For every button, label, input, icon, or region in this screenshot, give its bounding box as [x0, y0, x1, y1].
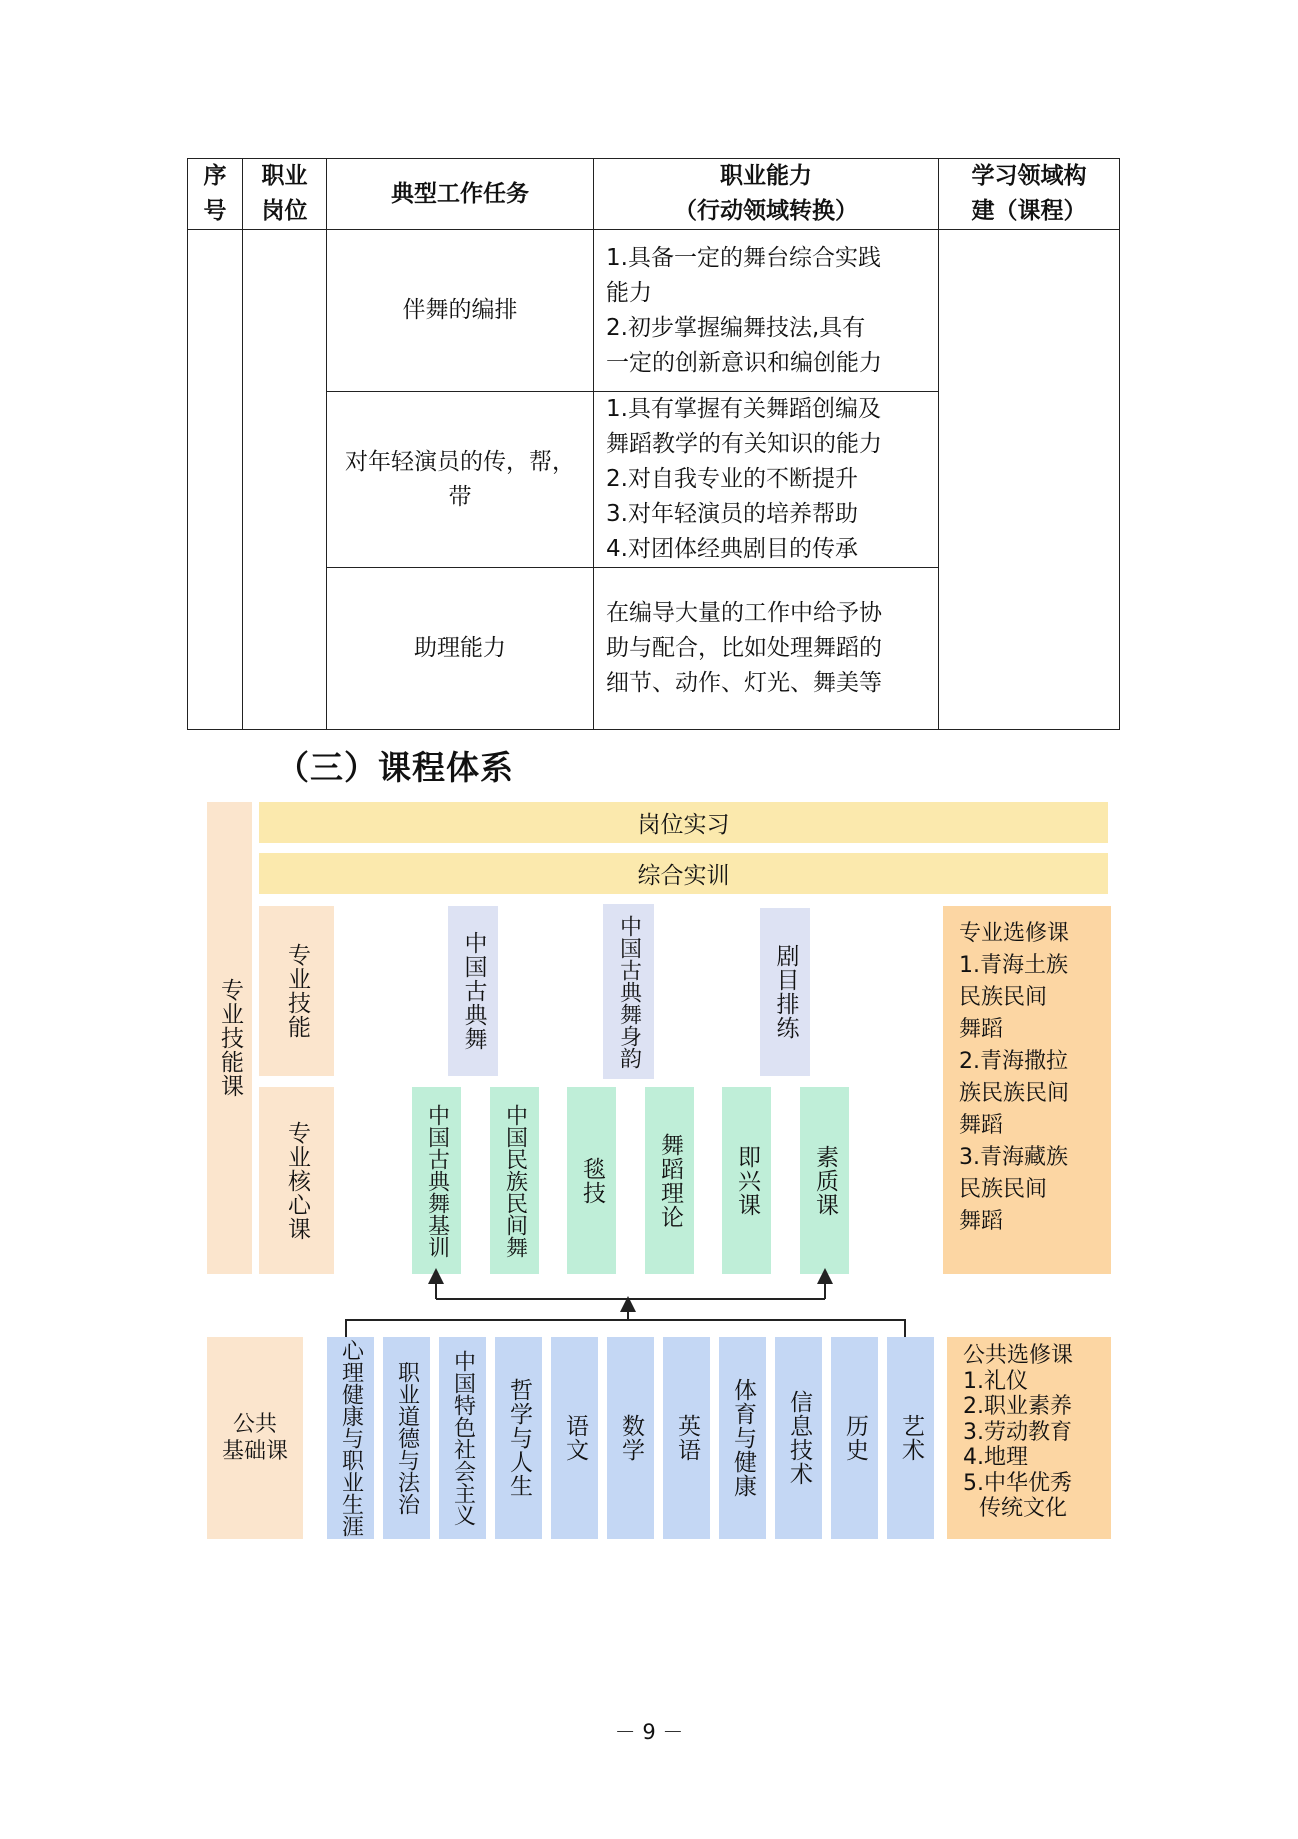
core-item: 中国民族民间舞 [490, 1087, 539, 1274]
skill-item: 剧目排练 [760, 908, 810, 1076]
public-item: 职业道德与法治 [383, 1337, 430, 1539]
public-item: 哲学与人生 [495, 1337, 542, 1539]
elective-item: 3.劳动教育 [963, 1419, 1072, 1445]
elective-item: 族民族民间 [959, 1081, 1070, 1106]
public-item: 数学 [607, 1337, 654, 1539]
ability-line: 3.对年轻演员的培养帮助 [606, 501, 858, 527]
elective-item: 民族民间 [959, 985, 1048, 1010]
elective-item: 舞蹈 [959, 1113, 1004, 1138]
elective-item: 民族民间 [959, 1177, 1048, 1202]
ability-line: 2.初步掌握编舞技法,具有 [606, 314, 866, 341]
elective-item: 1.礼仪 [963, 1368, 1028, 1394]
ability-line: 舞蹈教学的有关知识的能力 [606, 431, 882, 457]
section-title: （三）课程体系 [276, 748, 514, 787]
public-item: 心理健康与职业生涯 [327, 1337, 374, 1539]
header-domain-line2: 建（课程） [971, 198, 1087, 224]
ability-line: 1.具备一定的舞台综合实践 [606, 244, 881, 271]
elective-item: 2.青海撒拉 [959, 1049, 1068, 1074]
ability-line: 在编导大量的工作中给予协 [606, 600, 882, 626]
core-item: 毯技 [567, 1087, 616, 1274]
public-electives-box [947, 1337, 1111, 1539]
elective-item: 5.中华优秀 [963, 1470, 1072, 1496]
public-electives-title: 公共选修课 [963, 1343, 1074, 1368]
core-item: 中国古典舞基训 [412, 1087, 461, 1274]
header-task: 典型工作任务 [327, 159, 594, 230]
core-item: 素质课 [800, 1087, 849, 1274]
skill-item: 中国古典舞 [448, 906, 498, 1076]
header-domain-line1: 学习领域构 [971, 163, 1087, 189]
header-post-line1: 职业 [261, 163, 308, 189]
ability-line: 4.对团体经典剧目的传承 [606, 536, 858, 562]
cell-task: 伴舞的编排 [327, 230, 594, 392]
comprehensive-training-bar: 综合实训 [259, 853, 1108, 894]
page-number: － 9 － [614, 1720, 684, 1744]
elective-item: 1.青海土族 [959, 953, 1068, 978]
public-item: 艺术 [887, 1337, 934, 1539]
ability-line: 2.对自我专业的不断提升 [606, 466, 858, 492]
header-seq-line2: 号 [203, 198, 227, 224]
elective-item: 3.青海藏族 [959, 1145, 1068, 1170]
public-item: 体育与健康 [719, 1337, 766, 1539]
public-item: 英语 [663, 1337, 710, 1539]
public-item: 语文 [551, 1337, 598, 1539]
core-item: 舞蹈理论 [645, 1087, 694, 1274]
professional-electives-title: 专业选修课 [959, 921, 1070, 946]
internship-bar: 岗位实习 [259, 802, 1108, 843]
skill-course-column: 专业技能课 [207, 802, 252, 1274]
skill-item: 中国古典舞身韵 [603, 904, 654, 1079]
ability-line: 能力 [606, 279, 652, 306]
public-basic-line1: 公共 [232, 1412, 277, 1437]
core-bracket [436, 1276, 825, 1299]
elective-item: 4.地理 [963, 1445, 1028, 1470]
elective-item: 舞蹈 [959, 1209, 1004, 1234]
header-ability-line1: 职业能力 [720, 163, 812, 189]
cell-task: 对年轻演员的传，帮，带 [327, 392, 594, 568]
core-item: 即兴课 [722, 1087, 771, 1274]
elective-item: 2.职业素养 [963, 1394, 1072, 1419]
ability-line: 1.具有掌握有关舞蹈创编及 [606, 396, 881, 422]
public-basic-line2: 基础课 [221, 1439, 288, 1464]
public-item: 历史 [831, 1337, 878, 1539]
elective-item: 传统文化 [979, 1496, 1068, 1521]
header-ability-line2: （行动领域转换） [674, 198, 858, 224]
public-bracket [346, 1304, 905, 1337]
ability-line: 助与配合，比如处理舞蹈的 [606, 635, 882, 661]
professional-skill-label: 专业技能 [259, 906, 334, 1076]
ability-line: 细节、动作、灯光、舞美等 [606, 670, 882, 696]
public-item: 中国特色社会主义 [439, 1337, 486, 1539]
professional-core-label: 专业核心课 [259, 1087, 334, 1274]
cell-task: 助理能力 [327, 568, 594, 730]
public-basic-label [207, 1337, 303, 1539]
elective-item: 舞蹈 [959, 1017, 1004, 1042]
header-post-line2: 岗位 [261, 198, 308, 224]
public-item: 信息技术 [775, 1337, 822, 1539]
ability-line: 一定的创新意识和编创能力 [606, 349, 882, 376]
header-seq-line1: 序 [203, 163, 227, 189]
